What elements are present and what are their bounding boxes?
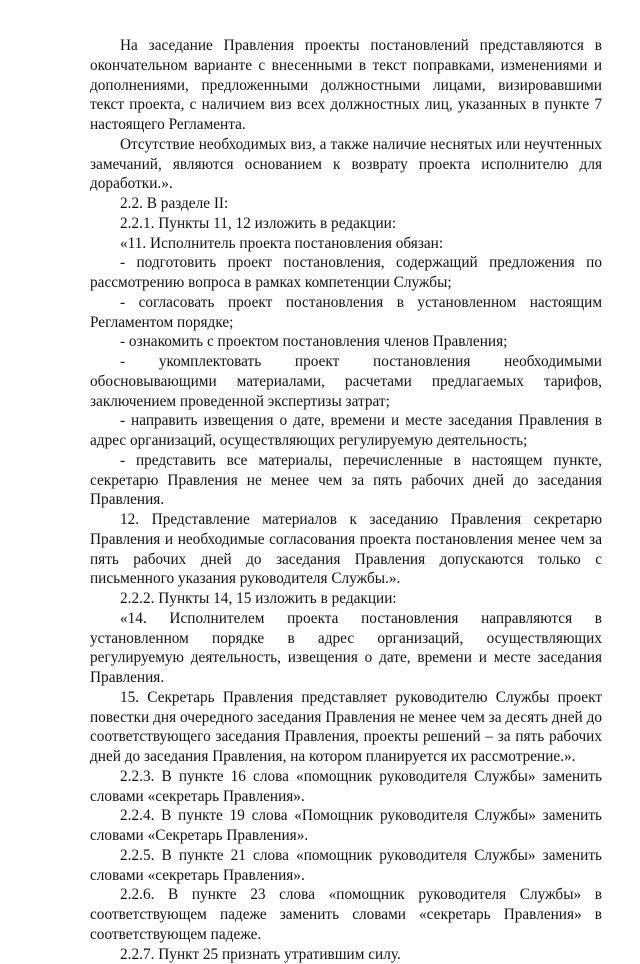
paragraph-2-2-7: 2.2.7. Пункт 25 признать утратившим силу. bbox=[90, 945, 602, 964]
paragraph-missing-visas: Отсутствие необходимых виз, а также наличие неснятых или неучтенных замечаний, являются основанием к возврату проекта исполнителю для доработки.». bbox=[90, 135, 602, 194]
paragraph-item-14: «14. Исполнителем проекта постановления направляются в установленном порядке в адрес организаций, осуществляющих регулируемую деятельность, извещения о дате, времени и месте заседания Правления. bbox=[90, 609, 602, 688]
paragraph-2-2-5: 2.2.5. В пункте 21 слова «помощник руководителя Службы» заменить словами «секретарь Правления». bbox=[90, 846, 602, 886]
paragraph-2-2-3: 2.2.3. В пункте 16 слова «помощник руководителя Службы» заменить словами «секретарь Правления». bbox=[90, 767, 602, 807]
list-item-familiarize: - ознакомить с проектом постановления членов Правления; bbox=[90, 332, 602, 352]
paragraph-2-2-1: 2.2.1. Пункты 11, 12 изложить в редакции: bbox=[90, 214, 602, 234]
document-body bbox=[90, 36, 602, 964]
paragraph-2-2-4: 2.2.4. В пункте 19 слова «Помощник руководителя Службы» заменить словами «Секретарь Правления». bbox=[90, 806, 602, 846]
list-item-send-notices: - направить извещения о дате, времени и месте заседания Правления в адрес организаций, осуществляющих регулируемую деятельность; bbox=[90, 411, 602, 451]
list-item-prepare: - подготовить проект постановления, содержащий предложения по рассмотрению вопроса в рамках компетенции Службы; bbox=[90, 253, 602, 293]
paragraph-item-11: «11. Исполнитель проекта постановления обязан: bbox=[90, 234, 602, 254]
paragraph-section-2-2: 2.2. В разделе II: bbox=[90, 194, 602, 214]
list-item-submit-materials: - представить все материалы, перечисленные в настоящем пункте, секретарю Правления не менее чем за пять рабочих дней до заседания Правления. bbox=[90, 451, 602, 510]
paragraph-item-12: 12. Представление материалов к заседанию Правления секретарю Правления и необходимые согласования проекта постановления менее чем за пять рабочих дней до заседания Правления допускаются только с письменного указания руководителя Службы.». bbox=[90, 510, 602, 589]
paragraph-2-2-2: 2.2.2. Пункты 14, 15 изложить в редакции: bbox=[90, 589, 602, 609]
paragraph-2-2-6: 2.2.6. В пункте 23 слова «помощник руководителя Службы» в соответствующем падеже заменить словами «секретарь Правления» в соответствующем падеже. bbox=[90, 885, 602, 944]
list-item-agree: - согласовать проект постановления в установленном настоящим Регламентом порядке; bbox=[90, 293, 602, 333]
list-item-complete: - укомплектовать проект постановления необходимыми обосновывающими материалами, расчетами предлагаемых тарифов, заключением проведенной экспертизы затрат; bbox=[90, 352, 602, 411]
paragraph-item-15: 15. Секретарь Правления представляет руководителю Службы проект повестки дня очередного заседания Правления не менее чем за десять дней до соответствующего заседания Правления, проекты решений – за пять рабочих дней до заседания Правления, на котором планируется их рассмотрение.». bbox=[90, 688, 602, 767]
paragraph-final-version: На заседание Правления проекты постановлений представляются в окончательном варианте с внесенными в текст поправками, изменениями и дополнениями, предложенными должностными лицами, визировавшими текст проекта, с наличием виз всех должностных лиц, указанных в пункте 7 настоящего Регламента. bbox=[90, 36, 602, 135]
